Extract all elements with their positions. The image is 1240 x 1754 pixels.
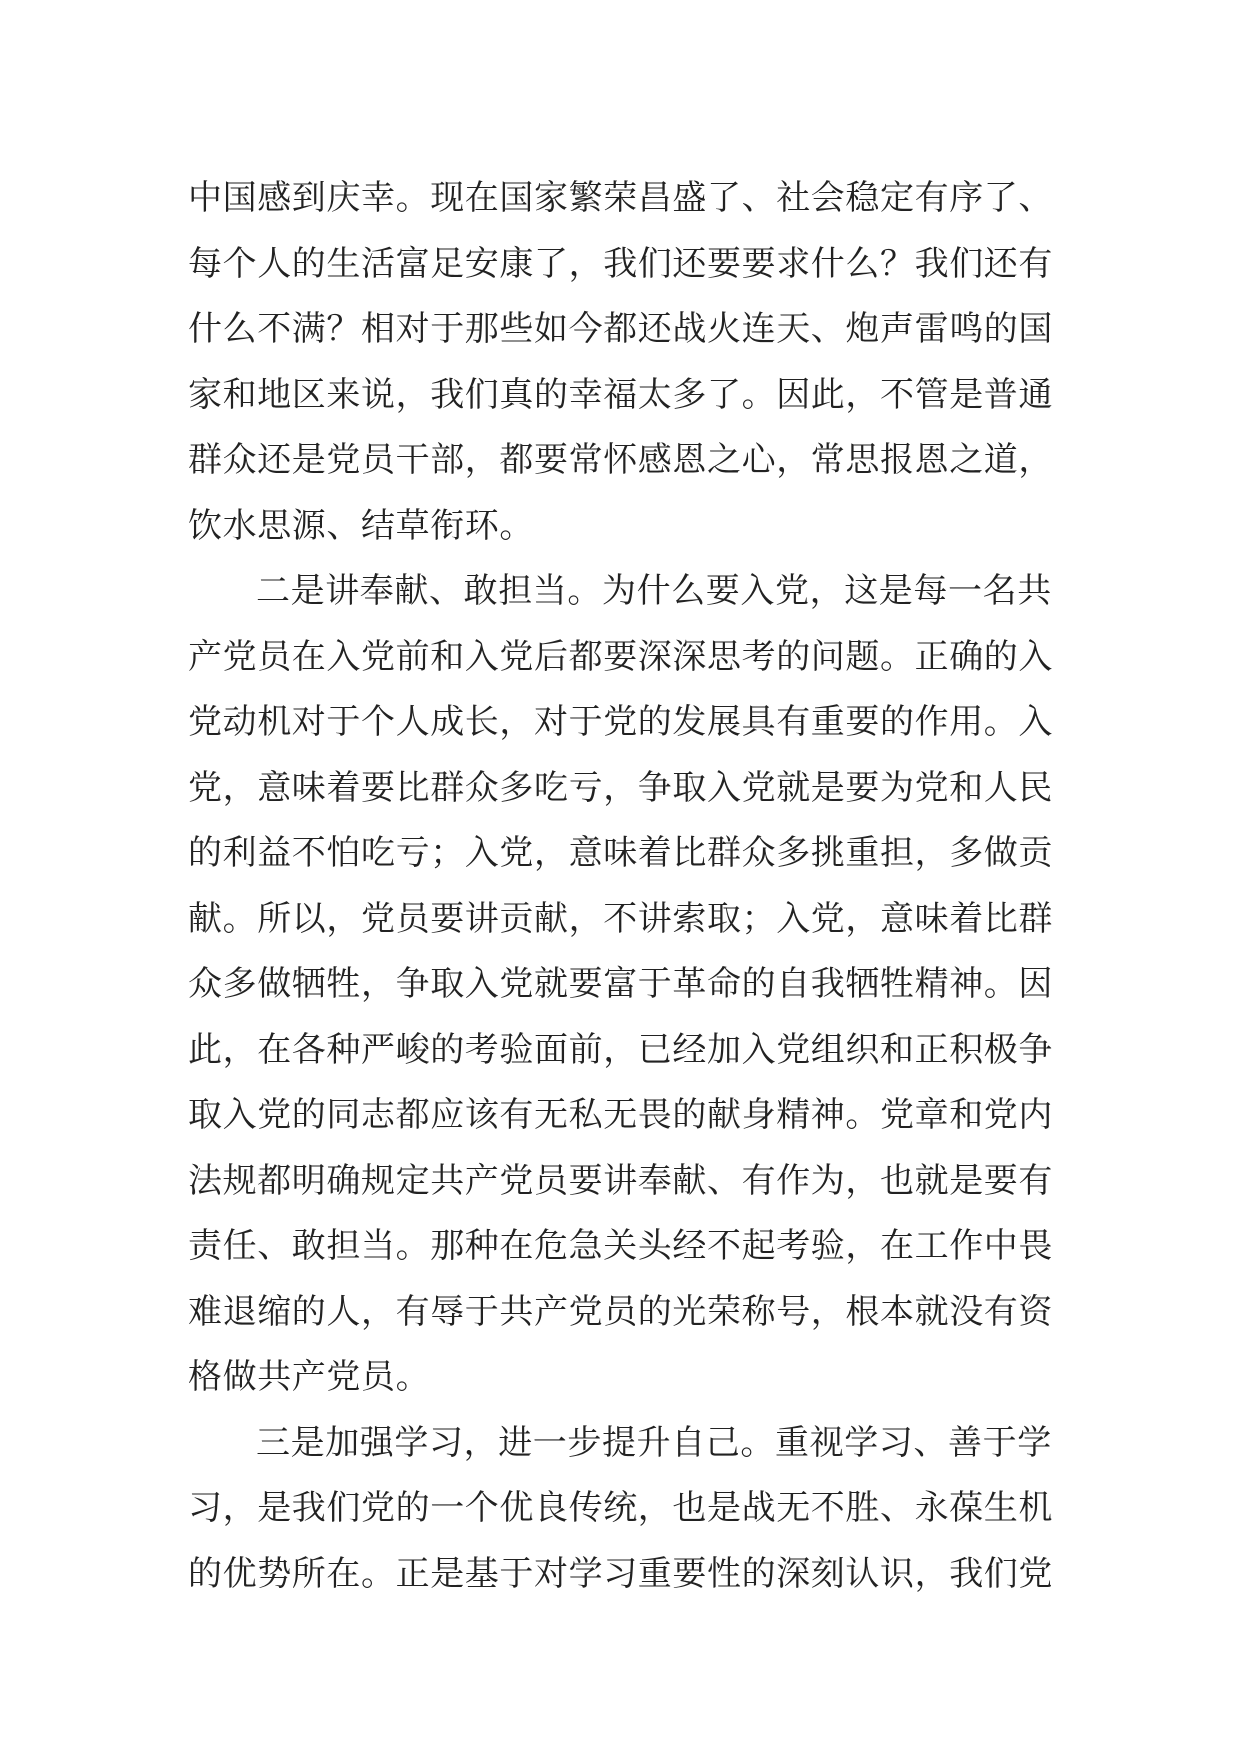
text-line: 法规都明确规定共产党员要讲奉献、有作为，也就是要有 <box>188 1160 1053 1201</box>
text-line: 格做共产党员。 <box>188 1357 431 1397</box>
text-line: 的优势所在。正是基于对学习重要性的深刻认识，我们党 <box>188 1553 1053 1594</box>
text-line: 难退缩的人，有辱于共产党员的光荣称号，根本就没有资 <box>188 1291 1053 1332</box>
text-line: 家和地区来说，我们真的幸福太多了。因此，不管是普通 <box>188 374 1053 415</box>
text-line: 的利益不怕吃亏；入党，意味着比群众多挑重担，多做贡 <box>188 833 1053 873</box>
text-line: 中国感到庆幸。现在国家繁荣昌盛了、社会稳定有序了、 <box>188 178 1053 218</box>
text-line: 献。所以，党员要讲贡献，不讲索取；入党，意味着比群 <box>188 898 1053 939</box>
text-line: 党，意味着要比群众多吃亏，争取入党就是要为党和人民 <box>188 767 1053 808</box>
paragraph-learning <box>188 1411 1068 1608</box>
text-line: 此，在各种严峻的考验面前，已经加入党组织和正积极争 <box>188 1029 1053 1070</box>
text-line: 什么不满？相对于那些如今都还战火连天、炮声雷鸣的国 <box>188 309 1053 349</box>
paragraph-dedication <box>188 559 1068 1411</box>
text-line: 习，是我们党的一个优良传统，也是战无不胜、永葆生机 <box>188 1488 1053 1528</box>
text-line: 每个人的生活富足安康了，我们还要要求什么？我们还有 <box>188 243 1053 284</box>
text-line: 众多做牺牲，争取入党就要富于革命的自我牺牲精神。因 <box>188 964 1053 1004</box>
text-line: 责任、敢担当。那种在危急关头经不起考验，在工作中畏 <box>188 1226 1053 1266</box>
text-line: 群众还是党员干部，都要常怀感恩之心，常思报恩之道， <box>188 440 1053 480</box>
text-line: 二是讲奉献、敢担当。为什么要入党，这是每一名共 <box>256 571 1052 611</box>
text-line: 党动机对于个人成长，对于党的发展具有重要的作用。入 <box>188 702 1053 742</box>
text-line: 产党员在入党前和入党后都要深深思考的问题。正确的入 <box>188 636 1053 677</box>
text-line: 饮水思源、结草衔环。 <box>188 505 534 546</box>
text-line: 取入党的同志都应该有无私无畏的献身精神。党章和党内 <box>188 1095 1053 1135</box>
document-body <box>188 166 1068 1607</box>
paragraph-gratitude <box>188 166 1068 559</box>
text-line: 三是加强学习，进一步提升自己。重视学习、善于学 <box>256 1422 1052 1463</box>
